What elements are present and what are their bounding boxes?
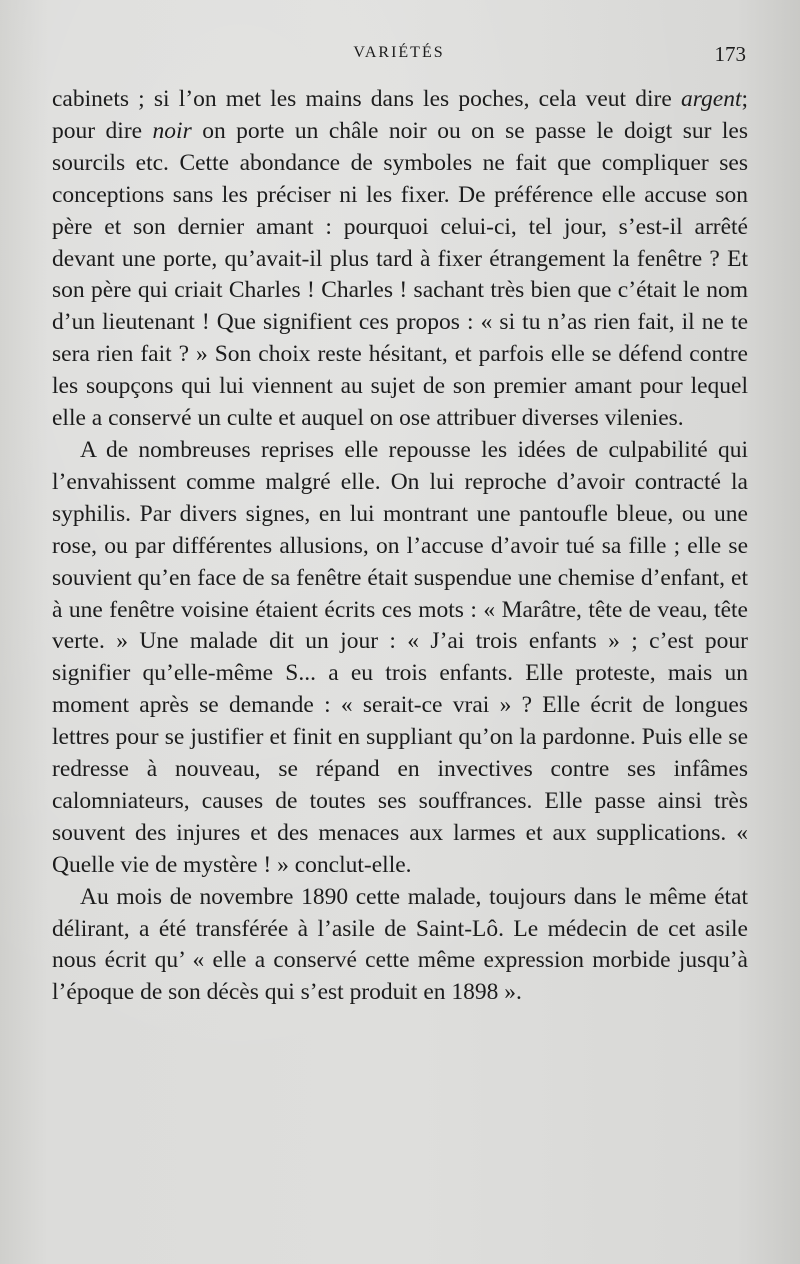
paragraph: A de nombreuses reprises elle repousse les idées de culpabilité qui l’envahissent comme malgré elle. On lui reproche d’avoir contracté la syphilis. Par divers signes, en lui montrant une pantoufle bleue, ou une rose, ou par différentes allusions, on l’accuse d’avoir tué sa fille ; elle se souvient qu’en face de sa fenêtre était suspendue une chemise d’enfant, et à une fenêtre voisine étaient écrits ces mots : « Marâtre, tête de veau, tête verte. » Une malade dit un jour : « J’ai trois enfants » ; c’est pour signifier qu’elle-même S... a eu trois enfants. Elle proteste, mais un moment après se demande : « serait-ce vrai » ? Elle écrit de longues lettres pour se justifier et finit en suppliant qu’on la pardonne. Puis elle se redresse à nouveau, se répand en invectives contre ses infâmes calomniateurs, causes de toutes ses souffrances. Elle passe ainsi très souvent des injures et des menaces aux larmes et aux supplications. « Quelle vie de mystère ! » conclut-elle. xyxy=(52,436,748,878)
paragraph-continuation xyxy=(52,84,748,435)
page-number: 173 xyxy=(714,42,746,66)
paragraph-text: cabinets ; si l’on met les mains dans les poches, cela veut dire xyxy=(52,86,681,112)
italic-word: noir xyxy=(152,117,192,144)
page-header xyxy=(52,44,746,70)
paragraph: Au mois de novembre 1890 cette malade, toujours dans le même état délirant, a été transférée à l’asile de Saint-Lô. Le médecin de cet asile nous écrit qu’ « elle a conservé cette même expression morbide jusqu’à l’époque de son décès qui s’est produit en 1898 ». xyxy=(52,883,748,1006)
body-text xyxy=(52,84,748,1009)
paragraph-text: on porte un châle noir ou on se passe le doigt sur les sourcils etc. Cette abondance de symboles ne fait que compliquer ses conceptions sans les préciser ni les fixer. De préférence elle accuse son père et son dernier amant : pourquoi celui-ci, tel jour, s’est-il arrêté devant une porte, qu’avait-il plus tard à fixer étrangement la fenêtre ? Et son père qui criait Charles ! Charles ! sachant très bien que c’était le nom d’un lieutenant ! Que signifient ces propos : « si tu n’as rien fait, il ne te sera rien fait ? » Son choix reste hésitant, et parfois elle se défend contre les soupçons qui lui viennent au sujet de son premier amant pour lequel elle a conservé un culte et auquel on ose attribuer diverses vilenies. xyxy=(52,117,749,432)
paragraph-text: ; pour dire xyxy=(52,86,748,144)
running-title: VARIÉTÉS xyxy=(353,44,445,61)
italic-word: argent xyxy=(680,86,742,112)
